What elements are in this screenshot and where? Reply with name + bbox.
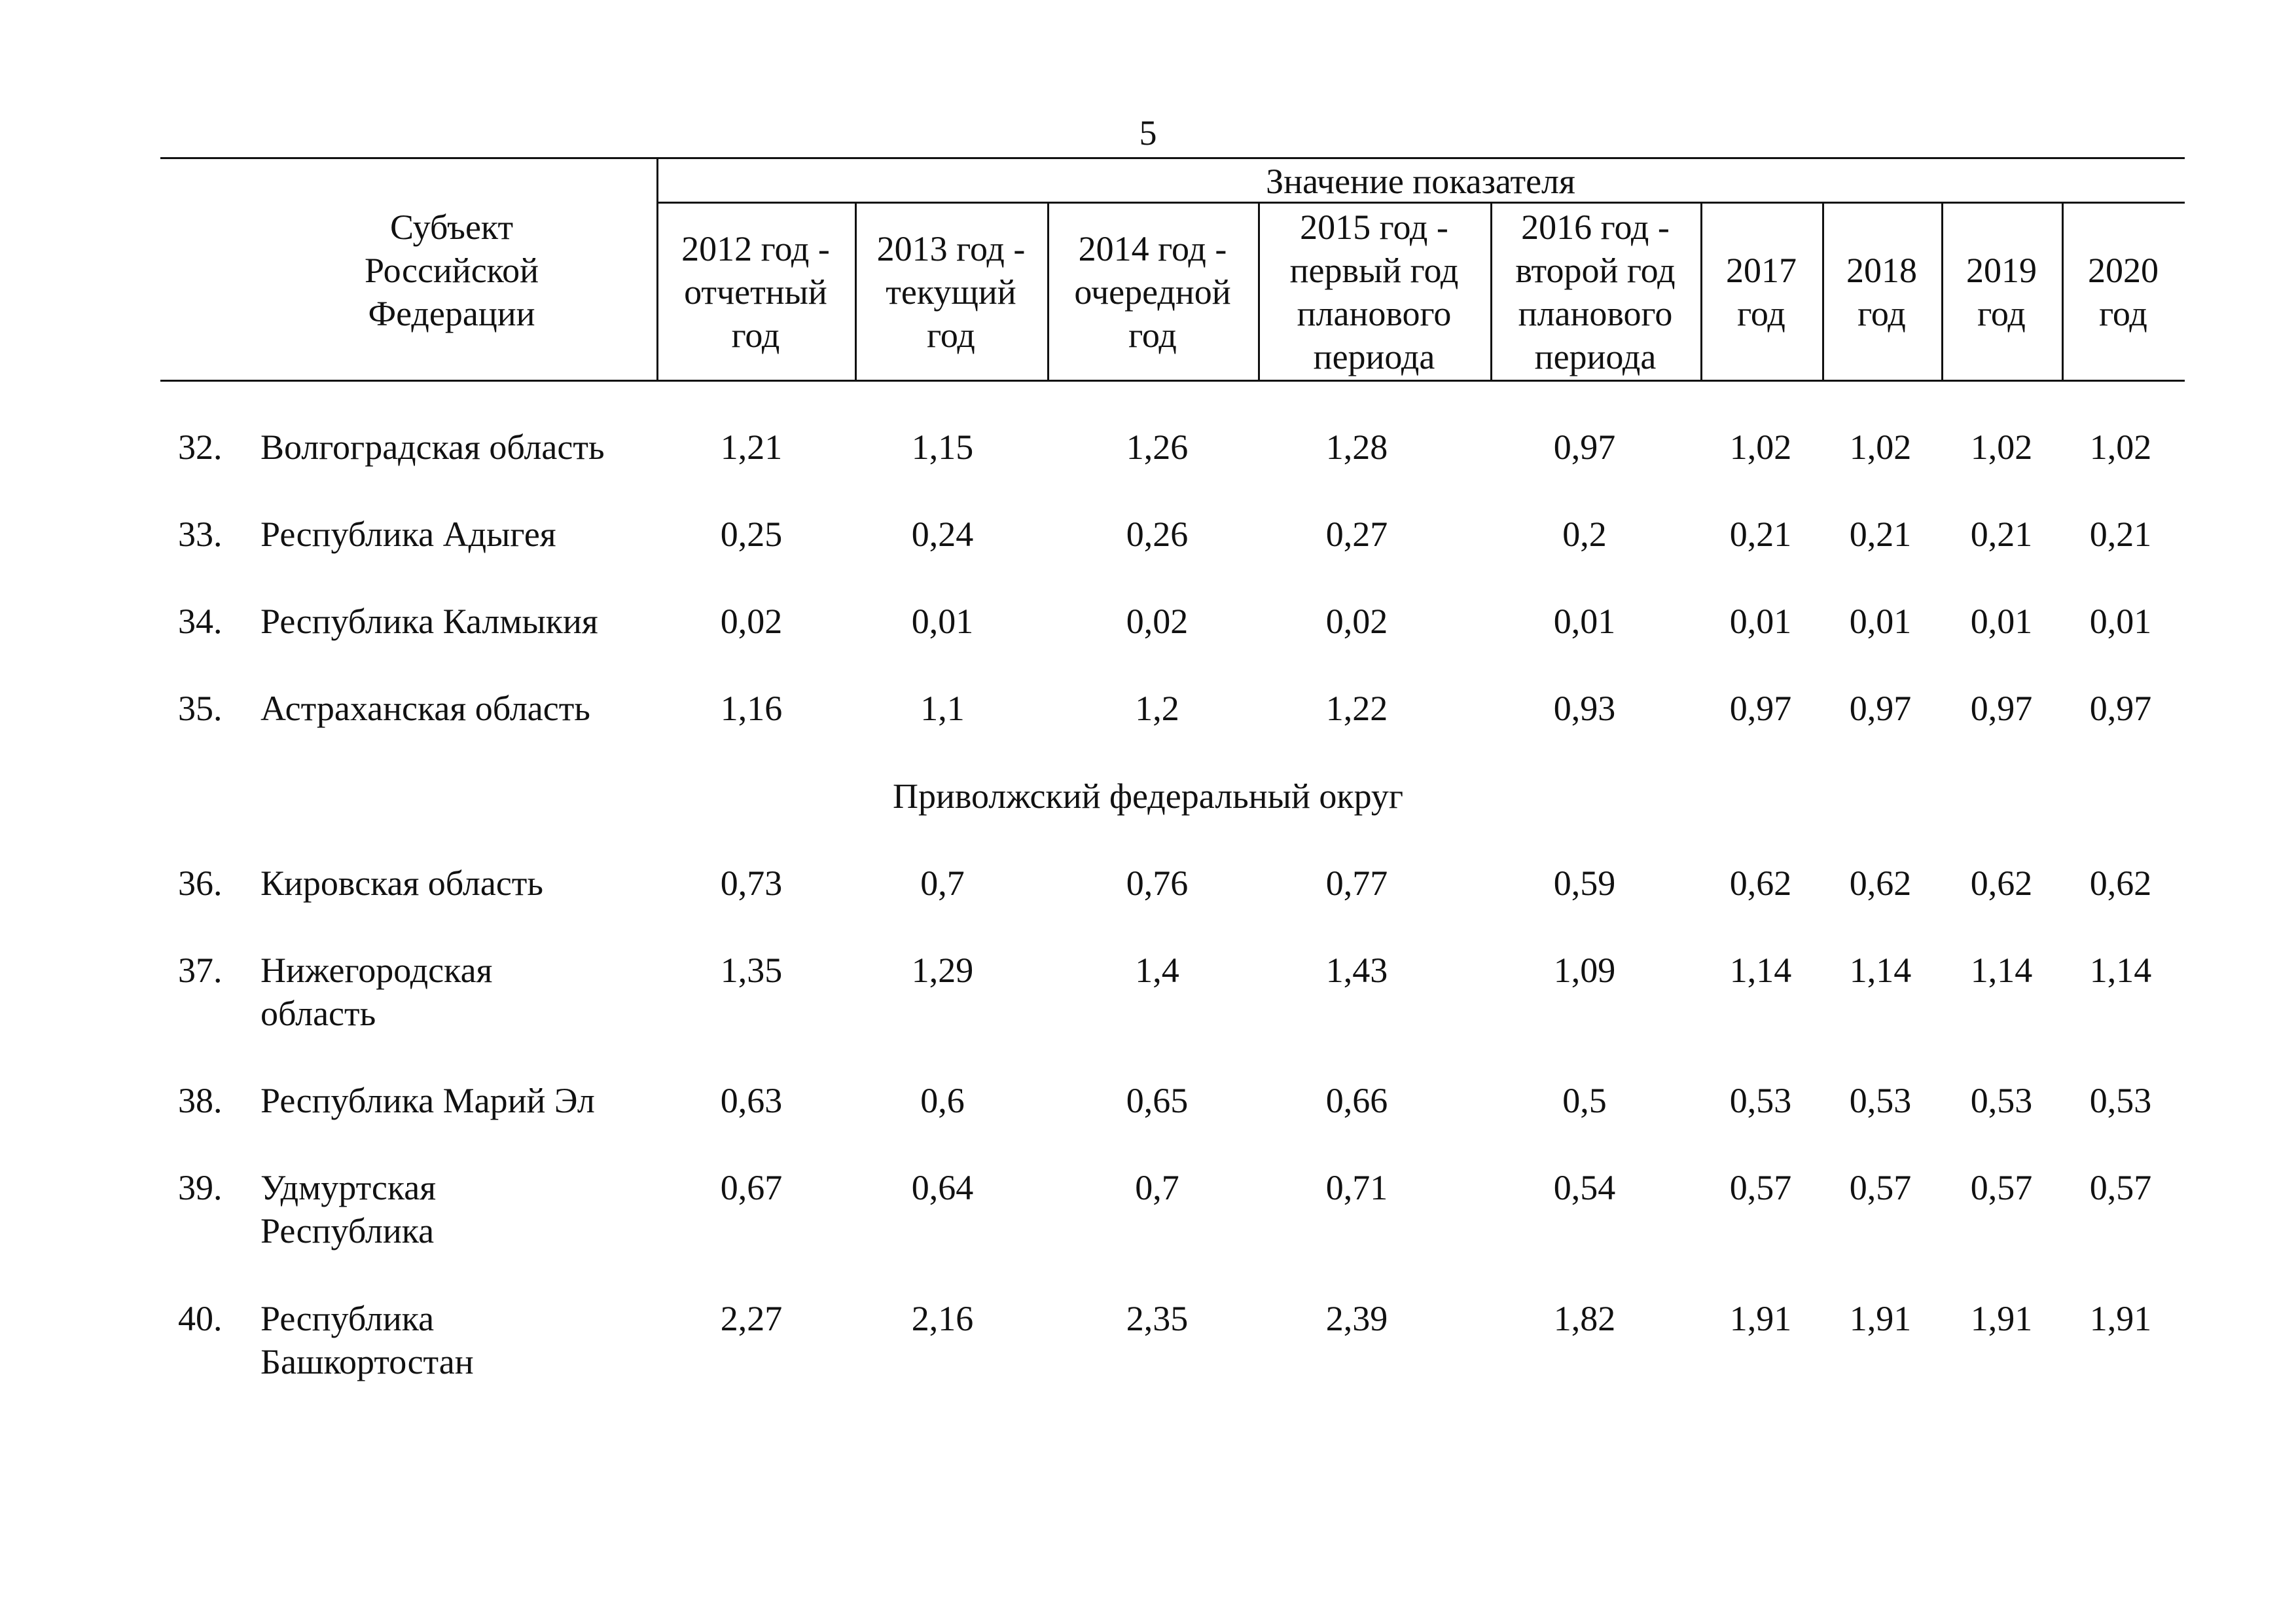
column-header-line: 2013 год - — [876, 229, 1026, 268]
row-value: 0,53 — [1849, 1081, 1912, 1120]
column-header-line: год — [2099, 294, 2147, 333]
column-header-line: 2020 — [2088, 251, 2159, 290]
column-header-line: 2015 год - — [1300, 208, 1448, 247]
row-value: 0,54 — [1553, 1168, 1616, 1207]
row-value: 0,53 — [2089, 1081, 2152, 1120]
row-value: 0,76 — [1126, 864, 1189, 903]
page-number: 5 — [1139, 113, 1157, 153]
column-header-line: второй год — [1515, 251, 1676, 290]
row-value: 1,43 — [1325, 951, 1388, 990]
row-value: 0,01 — [1849, 602, 1912, 641]
subject-header — [321, 206, 583, 335]
row-number: 32. — [178, 428, 223, 467]
column-header — [1700, 249, 1822, 335]
row-value: 0,57 — [1729, 1168, 1792, 1207]
column-header-line: год — [1977, 294, 2026, 333]
row-value: 0,71 — [1325, 1168, 1388, 1207]
row-value: 1,91 — [1729, 1299, 1792, 1338]
row-value: 0,6 — [920, 1081, 965, 1120]
row-value: 0,73 — [720, 864, 783, 903]
row-value: 0,7 — [920, 864, 965, 903]
row-number: 40. — [178, 1299, 223, 1338]
header-bottom-rule — [160, 380, 2185, 382]
column-header-line: 2019 — [1966, 251, 2037, 290]
column-header-line: год — [927, 316, 975, 355]
row-subject-name-line: Республика Калмыкия — [260, 602, 598, 641]
row-subject-name-line: Башкортостан — [260, 1342, 474, 1381]
row-value: 0,02 — [1325, 602, 1388, 641]
row-value: 0,66 — [1325, 1081, 1388, 1120]
row-value: 0,02 — [1126, 602, 1189, 641]
column-header — [2062, 249, 2185, 335]
row-number: 39. — [178, 1168, 223, 1207]
row-value: 0,93 — [1553, 689, 1616, 728]
column-header-line: год — [1857, 294, 1906, 333]
row-value: 1,02 — [1849, 428, 1912, 467]
column-header — [1258, 206, 1490, 378]
row-value: 0,64 — [911, 1168, 974, 1207]
column-header-line: 2012 год - — [681, 229, 830, 268]
row-value: 0,63 — [720, 1081, 783, 1120]
row-value: 0,5 — [1562, 1081, 1607, 1120]
row-value: 1,14 — [1729, 951, 1792, 990]
column-header-line: периода — [1534, 337, 1657, 376]
row-value: 0,62 — [2089, 864, 2152, 903]
column-header — [1941, 249, 2062, 335]
row-value: 0,57 — [1970, 1168, 2033, 1207]
row-value: 0,67 — [720, 1168, 783, 1207]
row-value: 1,35 — [720, 951, 783, 990]
column-header-line: отчетный — [684, 272, 827, 312]
row-value: 0,02 — [720, 602, 783, 641]
row-value: 1,91 — [1849, 1299, 1912, 1338]
row-value: 0,25 — [720, 515, 783, 554]
row-value: 1,14 — [1970, 951, 2033, 990]
row-value: 1,29 — [911, 951, 974, 990]
column-header-line: 2016 год - — [1521, 208, 1670, 247]
column-header-line: периода — [1313, 337, 1435, 376]
row-subject-name-line: область — [260, 994, 376, 1033]
row-value: 1,09 — [1553, 951, 1616, 990]
row-value: 0,97 — [1729, 689, 1792, 728]
row-value: 0,62 — [1729, 864, 1792, 903]
row-subject-name — [260, 1079, 653, 1122]
row-value: 1,91 — [2089, 1299, 2152, 1338]
column-header — [1822, 249, 1941, 335]
row-value: 0,65 — [1126, 1081, 1189, 1120]
row-value: 1,14 — [2089, 951, 2152, 990]
row-value: 1,02 — [1729, 428, 1792, 467]
row-subject-name — [260, 1166, 653, 1252]
row-value: 1,2 — [1135, 689, 1179, 728]
column-header — [1490, 206, 1700, 378]
row-number: 37. — [178, 951, 223, 990]
row-value: 0,62 — [1849, 864, 1912, 903]
row-value: 0,7 — [1135, 1168, 1179, 1207]
column-header-line: очередной — [1074, 272, 1231, 312]
row-value: 0,2 — [1562, 515, 1607, 554]
row-subject-name — [260, 949, 653, 1035]
column-header-line: год — [1128, 316, 1177, 355]
column-header-line: планового — [1518, 294, 1673, 333]
row-subject-name-line: Республика — [260, 1299, 435, 1338]
row-value: 2,16 — [911, 1299, 974, 1338]
row-value: 0,53 — [1729, 1081, 1792, 1120]
row-subject-name-line: Республика — [260, 1211, 435, 1250]
row-value: 2,35 — [1126, 1299, 1189, 1338]
row-subject-name-line: Республика Марий Эл — [260, 1081, 595, 1120]
row-value: 0,27 — [1325, 515, 1388, 554]
row-value: 0,24 — [911, 515, 974, 554]
column-header-line: год — [731, 316, 780, 355]
row-subject-name — [260, 1297, 653, 1383]
row-subject-name — [260, 687, 653, 730]
row-value: 1,91 — [1970, 1299, 2033, 1338]
row-value: 0,57 — [1849, 1168, 1912, 1207]
column-header — [855, 227, 1047, 357]
row-value: 1,22 — [1325, 689, 1388, 728]
row-value: 0,97 — [1553, 428, 1616, 467]
row-value: 1,02 — [1970, 428, 2033, 467]
row-value: 0,57 — [2089, 1168, 2152, 1207]
row-value: 1,26 — [1126, 428, 1189, 467]
column-header — [1047, 227, 1258, 357]
row-value: 0,21 — [1729, 515, 1792, 554]
column-header-line: текущий — [886, 272, 1016, 312]
row-value: 1,82 — [1553, 1299, 1616, 1338]
row-value: 0,59 — [1553, 864, 1616, 903]
row-subject-name-line: Волгоградская область — [260, 428, 605, 467]
row-value: 0,97 — [1970, 689, 2033, 728]
row-value: 0,97 — [1849, 689, 1912, 728]
row-subject-name-line: Нижегородская — [260, 951, 493, 990]
row-value: 1,28 — [1325, 428, 1388, 467]
column-header — [656, 227, 855, 357]
row-value: 0,21 — [2089, 515, 2152, 554]
row-value: 0,01 — [2089, 602, 2152, 641]
row-value: 1,16 — [720, 689, 783, 728]
row-value: 0,01 — [1729, 602, 1792, 641]
row-subject-name-line: Кировская область — [260, 864, 544, 903]
row-value: 0,77 — [1325, 864, 1388, 903]
row-value: 1,21 — [720, 428, 783, 467]
row-number: 34. — [178, 602, 223, 641]
column-header-line: 2017 — [1726, 251, 1797, 290]
column-header-line: планового — [1297, 294, 1452, 333]
row-value: 1,02 — [2089, 428, 2152, 467]
row-value: 0,26 — [1126, 515, 1189, 554]
subject-header-line: Субъект — [389, 208, 514, 247]
row-value: 0,21 — [1970, 515, 2033, 554]
section-title: Приволжский федеральный округ — [892, 776, 1404, 816]
row-number: 35. — [178, 689, 223, 728]
row-value: 0,53 — [1970, 1081, 2033, 1120]
row-number: 36. — [178, 864, 223, 903]
column-header-line: первый год — [1289, 251, 1459, 290]
row-number: 33. — [178, 515, 223, 554]
indicator-group-header: Значение показателя — [1266, 162, 1575, 201]
row-subject-name — [260, 426, 653, 469]
row-value: 1,1 — [920, 689, 965, 728]
row-value: 2,39 — [1325, 1299, 1388, 1338]
row-value: 1,14 — [1849, 951, 1912, 990]
row-subject-name — [260, 600, 653, 643]
row-value: 1,15 — [911, 428, 974, 467]
row-number: 38. — [178, 1081, 223, 1120]
row-value: 0,21 — [1849, 515, 1912, 554]
row-subject-name — [260, 513, 653, 556]
subject-header-line: Федерации — [368, 294, 535, 333]
column-header-line: 2014 год - — [1078, 229, 1227, 268]
column-header-line: год — [1737, 294, 1785, 333]
row-value: 0,62 — [1970, 864, 2033, 903]
row-value: 1,4 — [1135, 951, 1179, 990]
row-subject-name — [260, 862, 653, 905]
row-value: 2,27 — [720, 1299, 783, 1338]
subject-header-line: Российской — [364, 251, 539, 290]
row-value: 0,97 — [2089, 689, 2152, 728]
row-subject-name-line: Республика Адыгея — [260, 515, 556, 554]
row-value: 0,01 — [1970, 602, 2033, 641]
row-value: 0,01 — [1553, 602, 1616, 641]
row-subject-name-line: Удмуртская — [260, 1168, 437, 1207]
row-value: 0,01 — [911, 602, 974, 641]
row-subject-name-line: Астраханская область — [260, 689, 590, 728]
column-header-line: 2018 — [1846, 251, 1917, 290]
header-top-rule — [160, 157, 2185, 159]
